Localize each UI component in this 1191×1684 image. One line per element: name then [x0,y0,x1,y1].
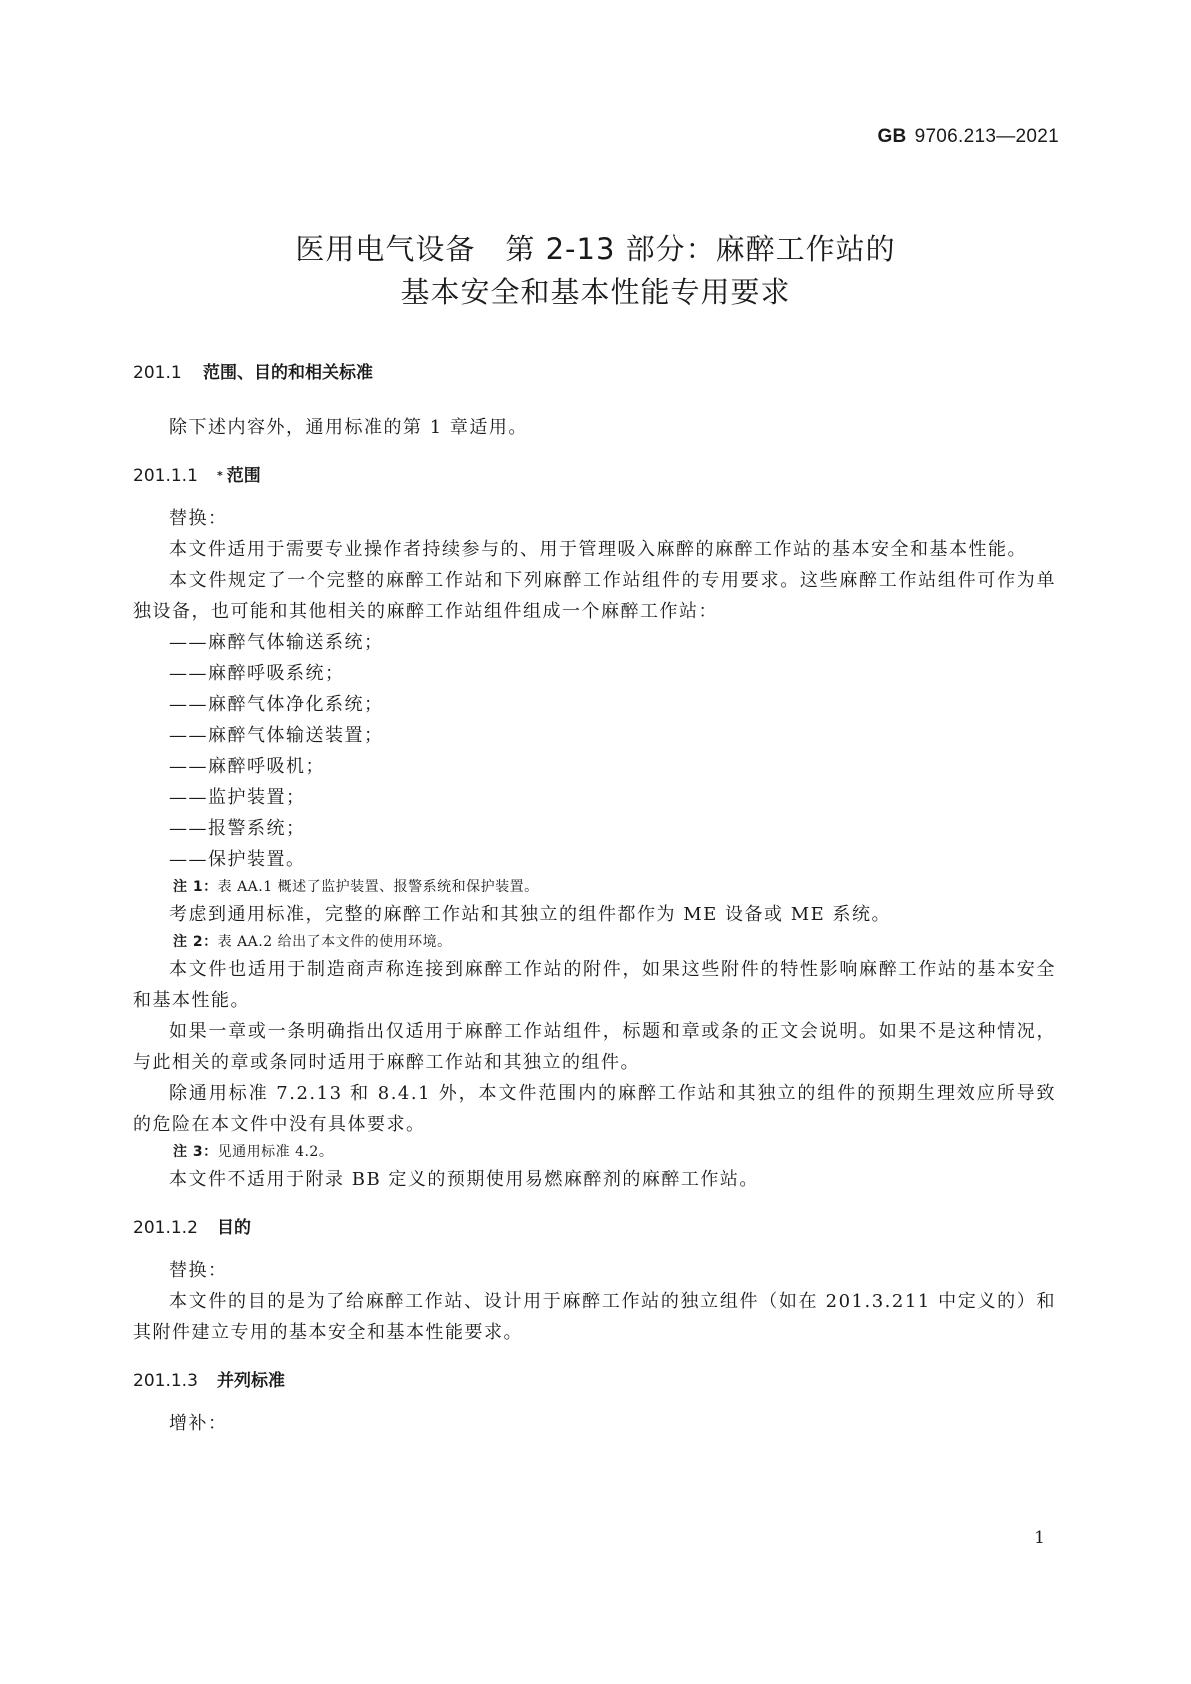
paragraph: 替换： [169,1260,228,1281]
note: 注 1：表 AA.1 概述了监护装置、报警系统和保护装置。 [173,879,539,895]
section-heading: 201.1.3 并列标准 [133,1371,285,1391]
title-line-1: 医用电气设备 第 2-13 部分：麻醉工作站的 [295,232,896,266]
paragraph: 本文件的目的是为了给麻醉工作站、设计用于麻醉工作站的独立组件（如在 201.3.211 中定义的）和其附件建立专用的基本安全和基本性能要求。 [133,1291,1056,1343]
standard-number: GB 9706.213—2021 [877,126,1059,147]
list-item: ——麻醉呼吸机； [169,756,325,777]
paragraph: 除通用标准 7.2.13 和 8.4.1 外，本文件范围内的麻醉工作站和其独立的组件的预期生理效应所导致的危险在本文件中没有具体要求。 [133,1083,1056,1135]
list-item: ——麻醉气体输送装置； [169,725,384,746]
section-heading: 201.1.1 * 范围 [133,466,261,486]
paragraph: 替换： [169,508,228,529]
list-item: ——麻醉呼吸系统； [169,663,345,684]
title-line-2: 基本安全和基本性能专用要求 [400,275,791,309]
list-item: ——保护装置。 [169,849,306,870]
section-heading: 201.1 范围、目的和相关标准 [133,363,373,383]
paragraph: 本文件规定了一个完整的麻醉工作站和下列麻醉工作站组件的专用要求。这些麻醉工作站组件可作为单独设备，也可能和其他相关的麻醉工作站组件组成一个麻醉工作站： [133,570,1056,622]
paragraph: 本文件适用于需要专业操作者持续参与的、用于管理吸入麻醉的麻醉工作站的基本安全和基本性能。 [169,539,1027,560]
paragraph: 本文件也适用于制造商声称连接到麻醉工作站的附件，如果这些附件的特性影响麻醉工作站的基本安全和基本性能。 [133,959,1056,1011]
list-item: ——监护装置； [169,787,306,808]
paragraph: 本文件不适用于附录 BB 定义的预期使用易燃麻醉剂的麻醉工作站。 [169,1169,759,1190]
note: 注 3：见通用标准 4.2。 [173,1144,334,1160]
list-item: ——麻醉气体输送系统； [169,632,384,653]
document-title [0,228,1191,314]
section-heading: 201.1.2 目的 [133,1218,251,1238]
paragraph: 增补： [169,1413,228,1434]
paragraph: 考虑到通用标准，完整的麻醉工作站和其独立的组件都作为 ME 设备或 ME 系统。 [169,904,892,925]
note: 注 2：表 AA.2 给出了本文件的使用环境。 [173,934,452,950]
page-number: 1 [1034,1528,1045,1548]
list-item: ——报警系统； [169,818,306,839]
document-body [133,358,1056,1439]
list-item: ——麻醉气体净化系统； [169,694,384,715]
paragraph: 如果一章或一条明确指出仅适用于麻醉工作站组件，标题和章或条的正文会说明。如果不是这种情况，与此相关的章或条同时适用于麻醉工作站和其独立的组件。 [133,1021,1056,1073]
paragraph: 除下述内容外，通用标准的第 1 章适用。 [169,417,528,438]
